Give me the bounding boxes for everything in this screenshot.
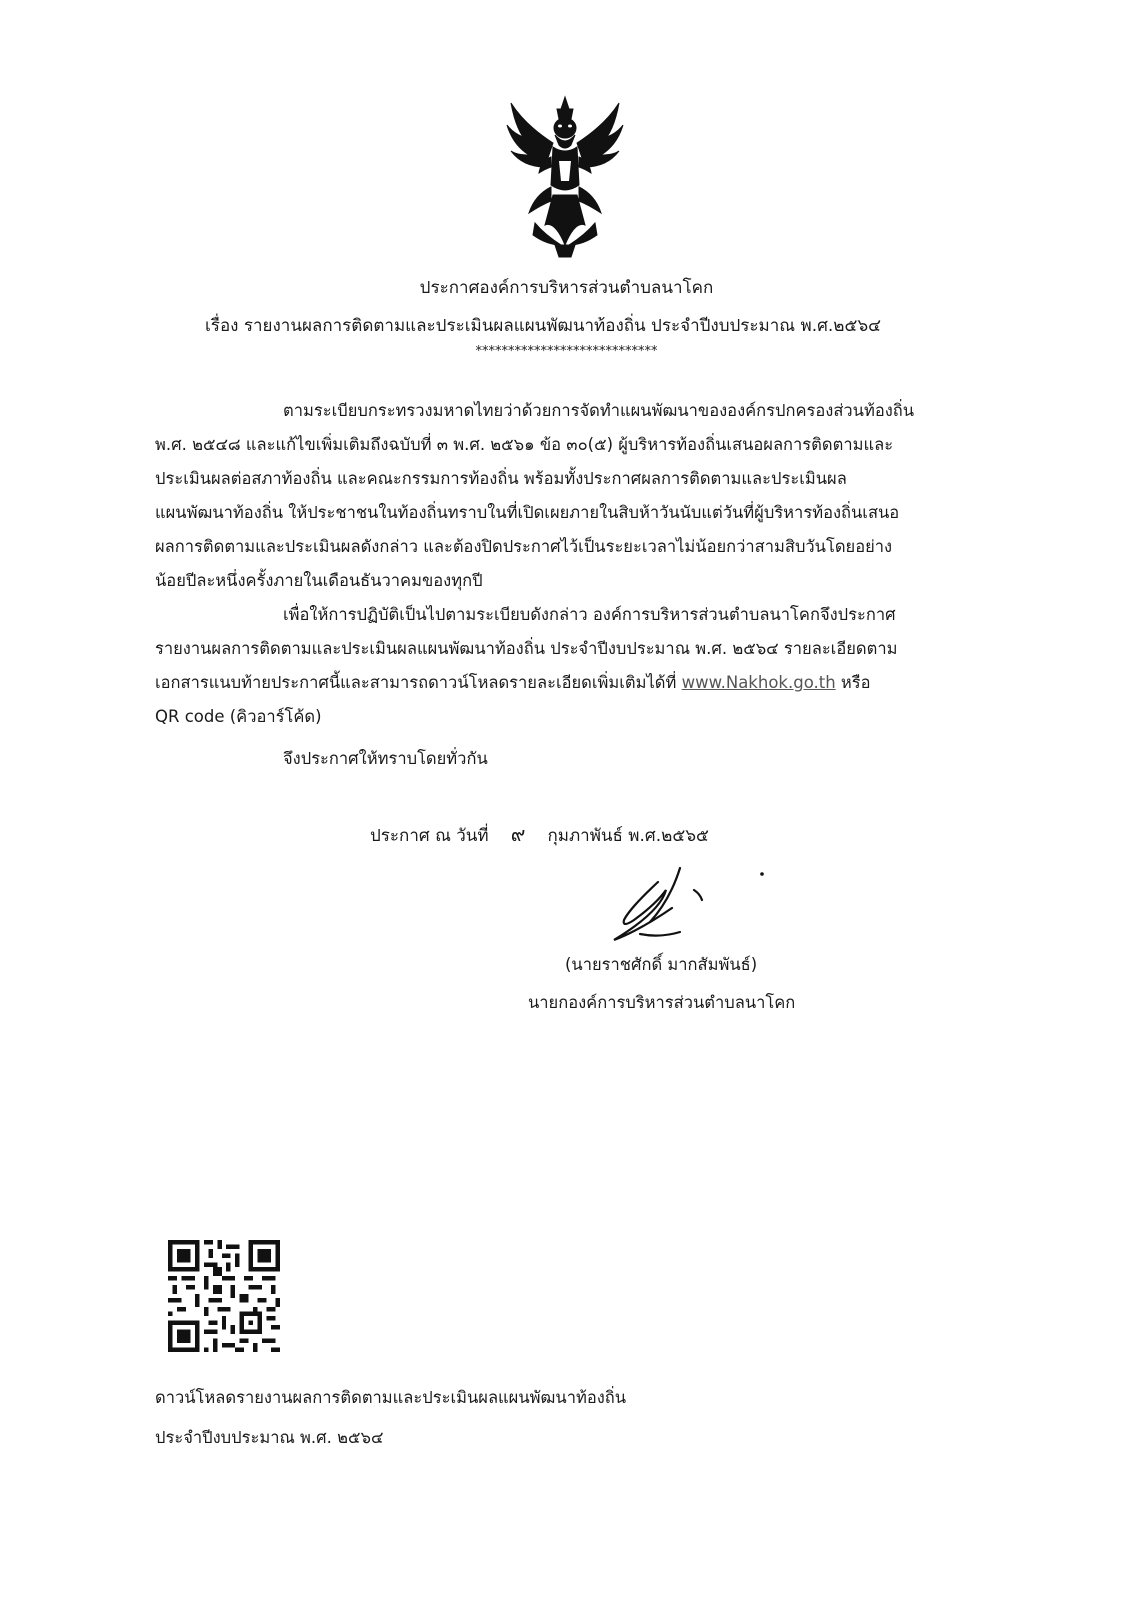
announcement-subject: เรื่อง รายงานผลการติดตามและประเมินผลแผนพัฒนาท้องถิ่น ประจำปีงบประมาณ พ.ศ.๒๕๖๔	[205, 316, 882, 336]
body-line: ผลการติดตามและประเมินผลดังกล่าว และต้องปิดประกาศไว้เป็นระยะเวลาไม่น้อยกว่าสามสิบวันโดยอย่าง	[155, 537, 893, 556]
qr-caption-line: ประจำปีงบประมาณ พ.ศ. ๒๕๖๔	[155, 1428, 384, 1447]
garuda-emblem	[505, 95, 625, 260]
body-line: น้อยปีละหนึ่งครั้งภายในเดือนธันวาคมของทุกปี	[155, 571, 483, 590]
body-line-prefix: เอกสารแนบท้ายประกาศนี้และสามารถดาวน์โหลดรายละเอียดเพิ่มเติมได้ที่	[155, 673, 682, 692]
qr-caption-line: ดาวน์โหลดรายงานผลการติดตามและประเมินผลแผนพัฒนาท้องถิ่น	[155, 1388, 627, 1407]
date-suffix: กุมภาพันธ์ พ.ศ.๒๕๖๕	[547, 826, 709, 846]
qr-code[interactable]	[168, 1240, 280, 1352]
website-link[interactable]: www.Nakhok.go.th	[681, 673, 836, 692]
body-line: ตามระเบียบกระทรวงมหาดไทยว่าด้วยการจัดทำแผนพัฒนาขององค์กรปกครองส่วนท้องถิ่น	[283, 401, 915, 420]
signatory-title: นายกองค์การบริหารส่วนตำบลนาโคก	[528, 993, 796, 1012]
body-line-suffix: หรือ	[835, 673, 871, 692]
body-line: ประเมินผลต่อสภาท้องถิ่น และคณะกรรมการท้องถิ่น พร้อมทั้งประกาศผลการติดตามและประเมินผล	[155, 469, 847, 488]
body-line: แผนพัฒนาท้องถิ่น ให้ประชาชนในท้องถิ่นทราบในที่เปิดเผยภายในสิบห้าวันนับแต่วันที่ผู้บริหารท้องถิ่นเสนอ	[155, 503, 900, 522]
body-line: รายงานผลการติดตามและประเมินผลแผนพัฒนาท้องถิ่น ประจำปีงบประมาณ พ.ศ. ๒๕๖๔ รายละเอียดตาม	[155, 639, 898, 658]
date-prefix: ประกาศ ณ วันที่	[370, 826, 489, 846]
body-line: พ.ศ. ๒๕๔๘ และแก้ไขเพิ่มเติมถึงฉบับที่ ๓ พ.ศ. ๒๕๖๑ ข้อ ๓๐(๕) ผู้บริหารท้องถิ่นเสนอผลการติดตามและ	[155, 435, 894, 454]
closing-line: จึงประกาศให้ทราบโดยทั่วกัน	[283, 749, 488, 768]
announcement-date	[370, 818, 709, 850]
signatory-name: (นายราชศักดิ์ มากสัมพันธ์)	[565, 955, 758, 974]
body-line: เพื่อให้การปฏิบัติเป็นไปตามระเบียบดังกล่าว องค์การบริหารส่วนตำบลนาโคกจึงประกาศ	[283, 605, 896, 624]
title-divider: ****************************	[475, 344, 658, 359]
announcement-title: ประกาศองค์การบริหารส่วนตำบลนาโคก	[419, 278, 714, 298]
body-line-with-link	[155, 670, 871, 696]
handwritten-signature	[600, 860, 790, 950]
date-day: ๙	[510, 822, 526, 846]
body-line: QR code (คิวอาร์โค้ด)	[155, 707, 322, 726]
